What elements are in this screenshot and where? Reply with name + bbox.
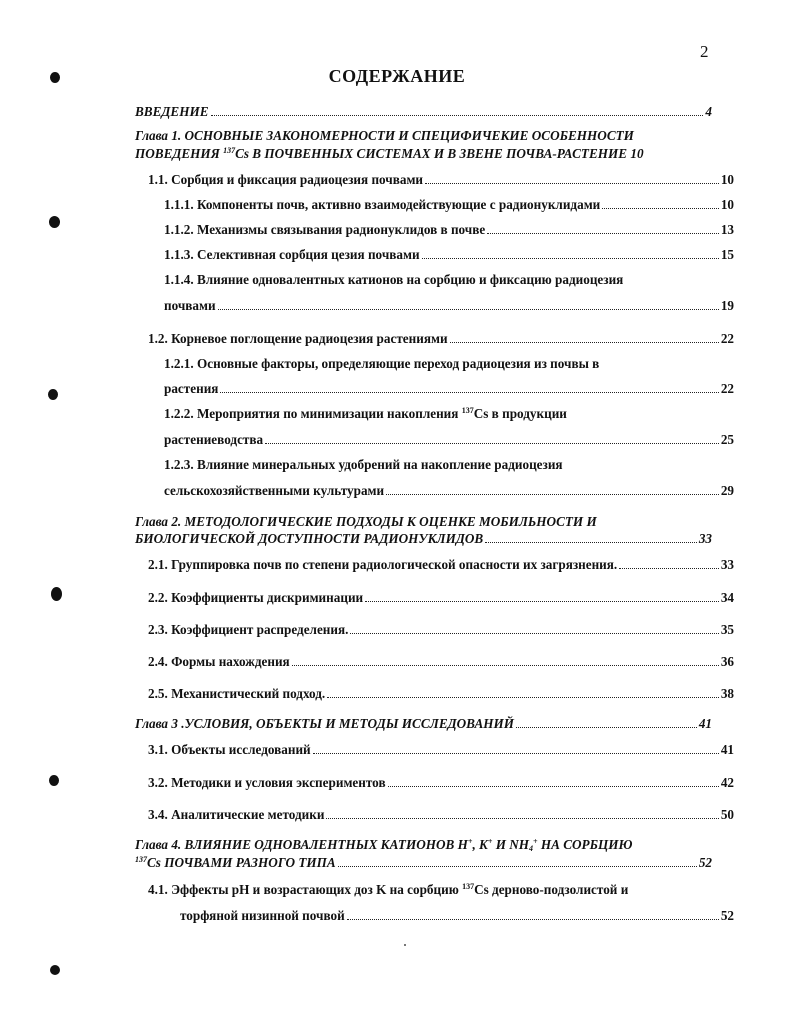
toc-entry-1-2[interactable]: 1.2. Корневое поглощение радиоцезия растениями 22 bbox=[148, 331, 734, 346]
toc-entry-2-2[interactable]: 2.2. Коэффициенты дискриминации 34 bbox=[148, 590, 734, 605]
toc-chapter-3[interactable]: Глава 3 .УСЛОВИЯ, ОБЪЕКТЫ И МЕТОДЫ ИССЛЕДОВАНИЙ 41 bbox=[135, 716, 712, 731]
toc-entry-1-1-1[interactable]: 1.1.1. Компоненты почв, активно взаимодействующие с радионуклидами 10 bbox=[164, 197, 734, 212]
toc-chapter-1-line2[interactable]: ПОВЕДЕНИЯ $^{137}$Cs В ПОЧВЕННЫХ СИСТЕМАХ И В ЗВЕНЕ ПОЧВА-РАСТЕНИЕ 10 bbox=[135, 146, 644, 161]
toc-page-number: 4 bbox=[705, 104, 712, 119]
toc-entry-1-1-4-line1[interactable]: 1.1.4. Влияние одновалентных катионов на сорбцию и фиксацию радиоцезия bbox=[164, 272, 624, 287]
toc-entry-2-1[interactable]: 2.1. Группировка почв по степени радиологической опасности их загрязнения. 33 bbox=[148, 557, 734, 572]
dot-leader bbox=[211, 115, 704, 116]
toc-entry-2-4[interactable]: 2.4. Формы нахождения 36 bbox=[148, 654, 734, 669]
toc-entry-3-4[interactable]: 3.4. Аналитические методики 50 bbox=[148, 807, 734, 822]
toc-entry-1-1-3[interactable]: 1.1.3. Селективная сорбция цезия почвами 15 bbox=[164, 247, 734, 262]
toc-entry-4-1-line1[interactable]: 4.1. Эффекты pH и возрастающих доз K на сорбцию $^{137}$Cs дерново-подзолистой и bbox=[148, 882, 629, 897]
toc-chapter-2[interactable]: БИОЛОГИЧЕСКОЙ ДОСТУПНОСТИ РАДИОНУКЛИДОВ 33 bbox=[135, 531, 712, 546]
toc-entry-1-2-2[interactable]: растениеводства 25 bbox=[164, 432, 734, 447]
toc-entry-3-2[interactable]: 3.2. Методики и условия экспериментов 42 bbox=[148, 775, 734, 790]
toc-chapter-4-line1[interactable]: Глава 4. ВЛИЯНИЕ ОДНОВАЛЕНТНЫХ КАТИОНОВ H+, K+ И $NH_4^+$ НА СОРБЦИЮ bbox=[135, 837, 633, 853]
toc-entry-intro[interactable] bbox=[135, 104, 712, 120]
toc-entry-1-2-3[interactable]: сельскохозяйственными культурами 29 bbox=[164, 483, 734, 498]
scan-mark bbox=[49, 216, 60, 228]
toc-entry-1-1-2[interactable]: 1.1.2. Механизмы связывания радионуклидов в почве 13 bbox=[164, 222, 734, 237]
scan-mark bbox=[51, 587, 62, 601]
toc-entry-2-5[interactable]: 2.5. Механистический подход. 38 bbox=[148, 686, 734, 701]
toc-entry-2-3[interactable]: 2.3. Коэффициент распределения. 35 bbox=[148, 622, 734, 637]
toc-chapter-1-line1[interactable]: Глава 1. ОСНОВНЫЕ ЗАКОНОМЕРНОСТИ И СПЕЦИФИЧЕКИЕ ОСОБЕННОСТИ bbox=[135, 128, 634, 143]
scan-mark bbox=[50, 965, 60, 975]
toc-entry-1-2-2-line1[interactable]: 1.2.2. Мероприятия по минимизации накопления $^{137}$Cs в продукции bbox=[164, 406, 567, 421]
toc-entry-1-1-4[interactable]: почвами 19 bbox=[164, 298, 734, 313]
toc-entry-label: ВВЕДЕНИЕ bbox=[135, 104, 209, 119]
toc-entry-1-1[interactable]: 1.1. Сорбция и фиксация радиоцезия почвами 10 bbox=[148, 172, 734, 187]
page-title: СОДЕРЖАНИЕ bbox=[328, 66, 466, 86]
toc-entry-1-2-1-line1[interactable]: 1.2.1. Основные факторы, определяющие переход радиоцезия из почвы в bbox=[164, 356, 600, 371]
toc-entry-4-1[interactable]: торфяной низинной почвой 52 bbox=[180, 908, 734, 923]
scan-speck bbox=[404, 944, 406, 946]
page-number: 2 bbox=[700, 42, 709, 61]
toc-page-number: 10 bbox=[630, 146, 644, 161]
toc-entry-3-1[interactable]: 3.1. Объекты исследований 41 bbox=[148, 742, 734, 757]
toc-chapter-2-line1[interactable]: Глава 2. МЕТОДОЛОГИЧЕСКИЕ ПОДХОДЫ К ОЦЕНКЕ МОБИЛЬНОСТИ И bbox=[135, 514, 597, 529]
toc-entry-1-2-1[interactable]: растения 22 bbox=[164, 381, 734, 396]
scan-mark bbox=[49, 775, 59, 786]
scan-mark bbox=[48, 389, 58, 400]
toc-chapter-4[interactable]: $^{137}$Cs ПОЧВАМИ РАЗНОГО ТИПА 52 bbox=[135, 855, 712, 870]
toc-entry-1-2-3-line1[interactable]: 1.2.3. Влияние минеральных удобрений на накопление радиоцезия bbox=[164, 457, 563, 472]
